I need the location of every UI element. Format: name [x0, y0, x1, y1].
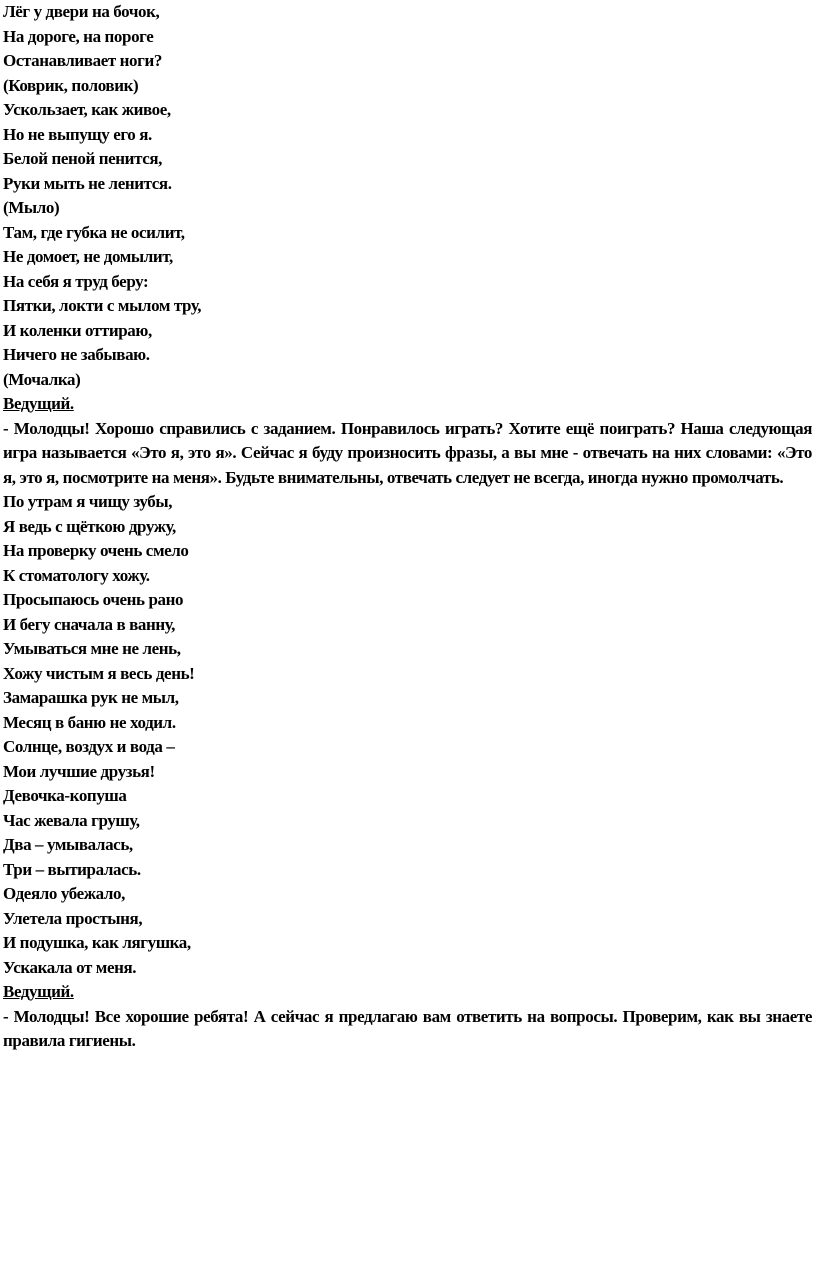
verse-line: Солнце, воздух и вода –	[3, 737, 175, 756]
verse-line: Умываться мне не лень,	[3, 639, 181, 658]
speaker-paragraph: - Молодцы! Хорошо справились с заданием. Понравилось играть? Хотите ещё поиграть? Наша следующая игра называется «Это я, это я». Сейчас я буду произносить фразы, а вы мне - отвечать на них словами: «Это я, это я, посмотрите на меня». Будьте внимательны, отвечать следует не всегда, иногда нужно промолчать.	[3, 418, 812, 487]
verse-line: Девочка-копуша	[3, 786, 127, 805]
verse-line: Три – вытиралась.	[3, 859, 141, 879]
verse-line: И бегу сначала в ванну,	[3, 614, 175, 634]
speaker-heading: Ведущий.	[3, 982, 74, 1001]
speaker-heading: Ведущий.	[3, 394, 74, 413]
game-verses-block	[3, 490, 812, 980]
verse-line: Час жевала грушу,	[3, 810, 140, 830]
riddles-block	[3, 0, 812, 392]
riddle-answer: (Мыло)	[3, 198, 60, 217]
verse-line: Улетела простыня,	[3, 908, 143, 928]
riddle-answer: (Коврик, половик)	[3, 75, 139, 95]
verse-line: Я ведь с щёткою дружу,	[3, 516, 176, 536]
verse-line: По утрам я чищу зубы,	[3, 492, 173, 511]
verse-line: К стоматологу хожу.	[3, 565, 150, 585]
riddle-line: Останавливает ноги?	[3, 51, 162, 70]
verse-line: Просыпаюсь очень рано	[3, 590, 184, 609]
speaker-paragraph: - Молодцы! Все хорошие ребята! А сейчас я предлагаю вам ответить на вопросы. Проверим, как вы знаете правила гигиены.	[3, 1006, 812, 1050]
riddle-line: Руки мыть не ленится.	[3, 173, 172, 193]
verse-line: Два – умывалась,	[3, 835, 133, 854]
verse-line: Месяц в баню не ходил.	[3, 712, 176, 732]
riddle-line: Там, где губка не осилит,	[3, 222, 185, 242]
riddle-line: Лёг у двери на бочок,	[3, 2, 160, 21]
riddle-line: Но не выпущу его я.	[3, 124, 152, 144]
verse-line: Ускакала от меня.	[3, 957, 137, 977]
riddle-line: Белой пеной пенится,	[3, 149, 163, 168]
verse-line: Хожу чистым я весь день!	[3, 663, 195, 683]
verse-line: И подушка, как лягушка,	[3, 933, 191, 952]
riddle-line: Ускользает, как живое,	[3, 100, 171, 119]
riddle-line: И коленки оттираю,	[3, 320, 152, 340]
riddle-line: На дороге, на пороге	[3, 26, 154, 46]
riddle-line: На себя я труд беру:	[3, 271, 149, 291]
riddle-answer: (Мочалка)	[3, 369, 81, 389]
riddle-line: Пятки, локти с мылом тру,	[3, 296, 202, 315]
verse-line: Замарашка рук не мыл,	[3, 688, 179, 707]
verse-line: Мои лучшие друзья!	[3, 761, 155, 781]
riddle-line: Ничего не забываю.	[3, 345, 150, 364]
verse-line: Одеяло убежало,	[3, 884, 125, 903]
verse-line: На проверку очень смело	[3, 541, 189, 560]
riddle-line: Не домоет, не домылит,	[3, 247, 173, 266]
